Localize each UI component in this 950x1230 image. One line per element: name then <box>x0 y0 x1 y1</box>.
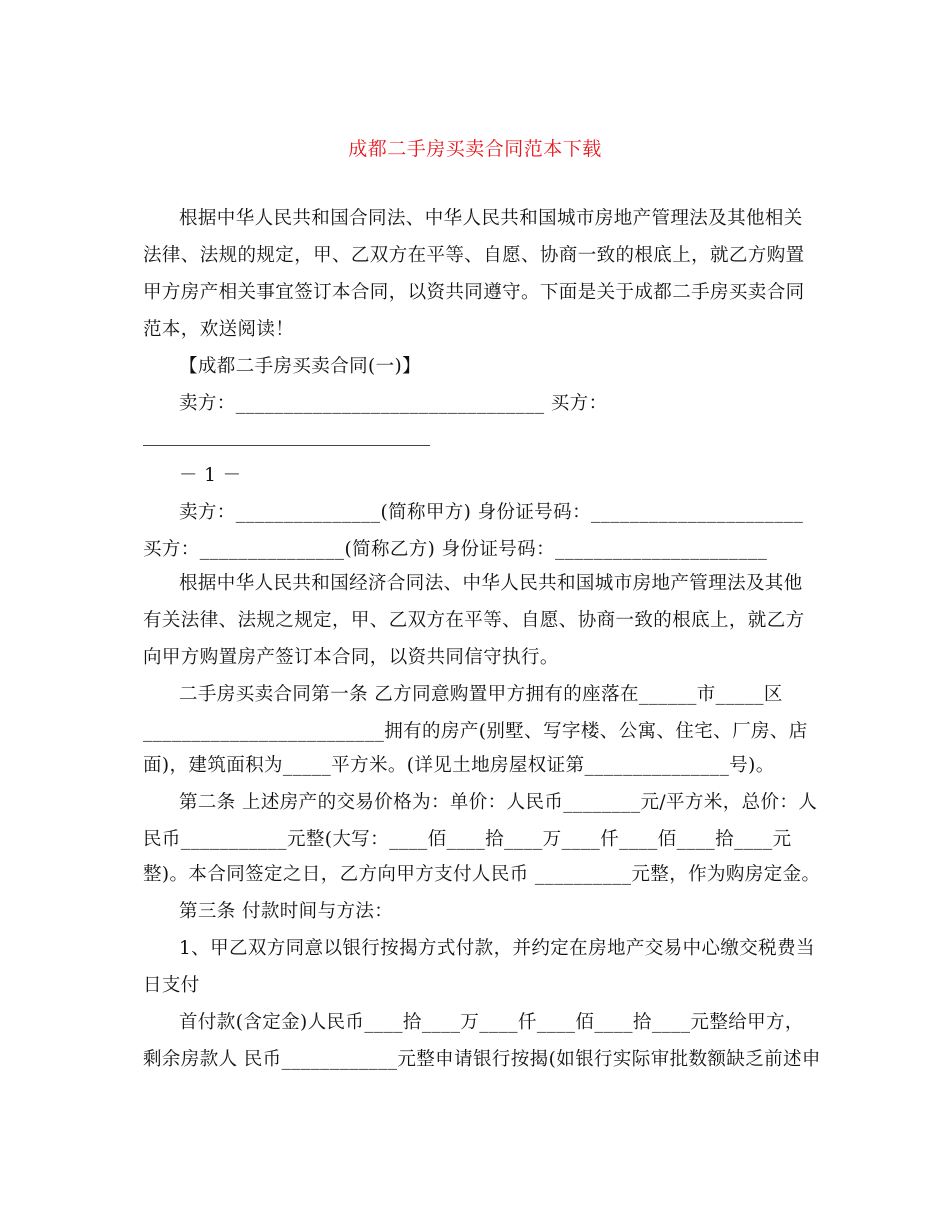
clause-line: _________________________拥有的房产(别墅、写字楼、公寓、住宅、厂房、店 <box>143 721 808 742</box>
clause-line: 剩余房款人 民币____________元整申请银行按揭(如银行实际审批数额缺乏前述申 <box>143 1049 821 1070</box>
buyer-id-line: 买方：_______________(简称乙方) 身份证号码：______________________ <box>143 539 768 560</box>
clause-line: 面)，建筑面积为_____平方米。(详见土地房屋权证第_______________号)。 <box>143 755 775 776</box>
paragraph-line: 法律、法规的规定，甲、乙双方在平等、自愿、协商一致的根底上，就乙方购置 <box>143 245 805 266</box>
signature-rule <box>143 445 430 446</box>
paragraph-line: 范本，欢送阅读！ <box>143 319 295 340</box>
paragraph-line: 有关法律、法规之规定，甲、乙双方在平等、自愿、协商一致的根底上，就乙方 <box>143 610 805 631</box>
paragraph-line: 根据中华人民共和国合同法、中华人民共和国城市房地产管理法及其他相关 <box>179 208 803 229</box>
page-number: － 1 － <box>179 465 242 486</box>
clause-line: 日支付 <box>143 975 200 996</box>
paragraph-line: 甲方房产相关事宜签订本合同，以资共同遵守。下面是关于成都二手房买卖合同 <box>143 282 805 303</box>
clause-line: 1、甲乙双方同意以银行按揭方式付款，并约定在房地产交易中心缴交税费当 <box>179 938 815 959</box>
paragraph-line: 根据中华人民共和国经济合同法、中华人民共和国城市房地产管理法及其他 <box>179 573 803 594</box>
seller-id-line: 卖方：_______________(简称甲方) 身份证号码：______________________ <box>179 502 804 523</box>
clause-line: 二手房买卖合同第一条 乙方同意购置甲方拥有的座落在______市_____区 <box>179 684 783 705</box>
document-title: 成都二手房买卖合同范本下载 <box>348 138 602 160</box>
paragraph-line: 向甲方购置房产签订本合同，以资共同信守执行。 <box>143 647 559 668</box>
seller-buyer-line: 卖方：________________________________ 买方： <box>179 393 608 414</box>
clause-line: 首付款(含定金)人民币____拾____万____仟____佰____拾____元整给甲方， <box>179 1012 804 1033</box>
clause-line: 第二条 上述房产的交易价格为：单价：人民币________元/平方米，总价：人 <box>179 792 818 813</box>
contract-heading: 【成都二手房买卖合同(一)】 <box>179 356 422 377</box>
clause-heading: 第三条 付款时间与方法： <box>179 901 394 922</box>
clause-line: 民币___________元整(大写：____佰____拾____万____仟____佰____拾____元 <box>143 829 792 850</box>
clause-line: 整)。本合同签定之日，乙方向甲方支付人民币 __________元整，作为购房定金。 <box>143 864 821 885</box>
